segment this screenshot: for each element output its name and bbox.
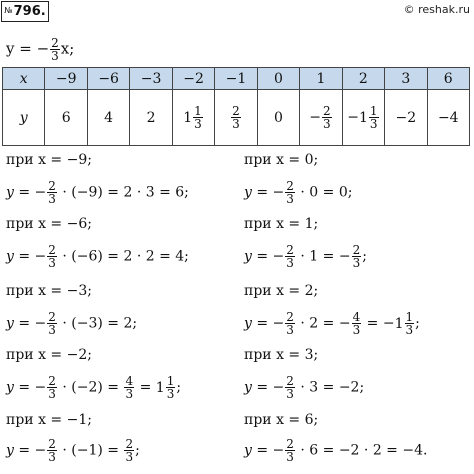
x-header-cell: x [3, 68, 45, 90]
fraction: $\frac{2}{3}$ [125, 437, 134, 464]
right-calculation-3: y = − $\frac{2}{3}$ · 3 = −2; [244, 374, 365, 401]
x-cell: −1 [215, 68, 257, 90]
left-condition-4: при x = −1; [6, 412, 92, 428]
y-cell: 6 [45, 90, 87, 146]
fraction: $\frac{2}{3}$ [48, 179, 56, 206]
y-cell: −1 $\frac{1}{3}$ [342, 90, 384, 146]
right-calculation-4: y = − $\frac{2}{3}$ · 6 = −2 · 2 = −4. [244, 437, 428, 464]
left-condition-1: при x = −6; [6, 216, 92, 232]
fraction: $\frac{2}{3}$ [232, 104, 240, 131]
fraction: $\frac{4}{3}$ [125, 374, 134, 401]
x-cell: −6 [87, 68, 129, 90]
number-sign: № [4, 6, 13, 15]
mixed-number: 1 $\frac{1}{3}$ [394, 310, 414, 337]
fraction: $\frac{1}{3}$ [166, 374, 175, 401]
right-calculation-2: y = − $\frac{2}{3}$ · 2 = − $\frac{4}{3}$ = −1 $\frac{1}{3}$ ; [244, 310, 420, 337]
x-cell: −9 [45, 68, 87, 90]
right-condition-3: при x = 3; [244, 347, 319, 363]
fraction: $\frac{4}{3}$ [352, 310, 361, 337]
function-fraction [50, 37, 60, 62]
function-frac-den: 3 [51, 49, 59, 63]
left-calculation-1: y = − $\frac{2}{3}$ · (−6) = 2 · 2 = 4; [6, 243, 189, 270]
function-rhs: x; [60, 39, 75, 58]
left-calculation-0: y = − $\frac{2}{3}$ · (−9) = 2 · 3 = 6; [6, 179, 189, 206]
right-calculation-0: y = − $\frac{2}{3}$ · 0 = 0; [244, 179, 353, 206]
left-calculation-2: y = − $\frac{2}{3}$ · (−3) = 2; [6, 310, 138, 337]
left-condition-2: при x = −3; [6, 283, 92, 299]
fraction: $\frac{2}{3}$ [286, 310, 294, 337]
mixed-number: 1 $\frac{1}{3}$ [183, 104, 202, 131]
function-formula [6, 37, 74, 62]
left-calculation-4: y = − $\frac{2}{3}$ · (−1) = $\frac{2}{3}$ ; [6, 437, 140, 464]
right-calculation-1: y = − $\frac{2}{3}$ · 1 = − $\frac{2}{3}$ ; [244, 243, 367, 270]
mixed-number: 1 $\frac{1}{3}$ [358, 104, 378, 131]
x-cell: −2 [172, 68, 214, 90]
y-cell: −2 [385, 90, 427, 146]
fraction: $\frac{2}{3}$ [48, 243, 56, 270]
left-calculation-3: y = − $\frac{2}{3}$ · (−2) = $\frac{4}{3}$ = 1 $\frac{1}{3}$ ; [6, 374, 182, 401]
mixed-number: 1 $\frac{1}{3}$ [155, 374, 175, 401]
fraction: $\frac{2}{3}$ [48, 374, 56, 401]
fraction: $\frac{2}{3}$ [322, 104, 331, 131]
y-cell: − $\frac{2}{3}$ [300, 90, 342, 146]
fraction: $\frac{1}{3}$ [405, 310, 414, 337]
x-cell: 1 [300, 68, 342, 90]
fraction: $\frac{1}{3}$ [194, 104, 202, 131]
fraction: $\frac{2}{3}$ [286, 374, 294, 401]
y-cell: 4 [87, 90, 129, 146]
left-condition-0: при x = −9; [6, 152, 92, 168]
y-cell [172, 90, 214, 146]
y-header-cell: y [3, 90, 45, 146]
right-condition-1: при x = 1; [244, 216, 319, 232]
function-frac-num: 2 [51, 36, 59, 50]
x-cell: −3 [130, 68, 172, 90]
right-condition-2: при x = 2; [244, 283, 319, 299]
y-cell [215, 90, 257, 146]
fraction: $\frac{2}{3}$ [352, 243, 361, 270]
y-row [3, 90, 470, 146]
x-cell: 6 [427, 68, 469, 90]
left-condition-3: при x = −2; [6, 347, 92, 363]
y-cell: 0 [257, 90, 299, 146]
x-cell: 3 [385, 68, 427, 90]
values-table [2, 67, 470, 146]
fraction: $\frac{2}{3}$ [286, 243, 294, 270]
right-condition-0: при x = 0; [244, 152, 319, 168]
x-cell: 0 [257, 68, 299, 90]
y-cell: 2 [130, 90, 172, 146]
fraction: $\frac{2}{3}$ [286, 437, 294, 464]
function-lhs: y = − [6, 39, 50, 58]
y-cell: −4 [427, 90, 469, 146]
fraction: $\frac{2}{3}$ [286, 179, 294, 206]
site-watermark: © reshak.ru [403, 3, 470, 16]
fraction: $\frac{2}{3}$ [48, 437, 56, 464]
right-condition-4: при x = 6; [244, 412, 319, 428]
fraction: $\frac{1}{3}$ [369, 104, 378, 131]
exercise-number-badge [1, 1, 49, 22]
fraction: $\frac{2}{3}$ [48, 310, 56, 337]
exercise-number: 796. [13, 4, 46, 19]
x-row [3, 68, 470, 90]
x-cell: 2 [342, 68, 384, 90]
